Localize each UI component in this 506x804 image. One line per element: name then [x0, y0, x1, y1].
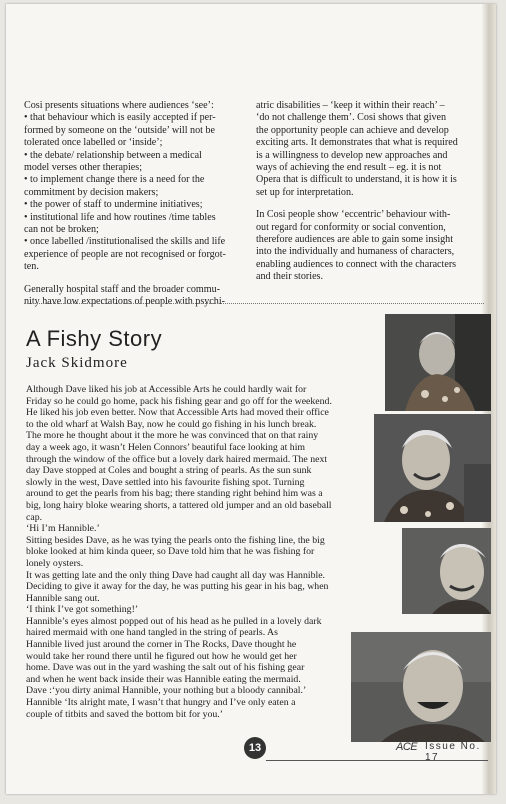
- cosi-text-line: exciting arts. It demonstrates that what is required: [256, 137, 458, 149]
- cosi-text-line: can not be broken;: [24, 224, 99, 236]
- story-text-line: couple of titbits and saved the bottom bit for you.’: [26, 708, 223, 720]
- story-text-line: It was getting late and the only thing Dave had caught all day was Hannible.: [26, 569, 325, 581]
- photo-man-smiling-3: [402, 528, 491, 614]
- cosi-text-line: Cosi presents situations where audiences ‘see’:: [24, 100, 214, 111]
- story-text-line: cap.: [26, 511, 43, 523]
- story-text-line: Hannible sang out.: [26, 592, 100, 604]
- cosi-text-line: ten.: [24, 261, 39, 273]
- cosi-left-column: [24, 100, 246, 309]
- story-author: Jack Skidmore: [26, 355, 128, 371]
- cosi-text-line: out regard for conformity or social convention,: [256, 221, 446, 233]
- photo-man-smiling-1: [385, 314, 491, 411]
- cosi-text-line: [24, 274, 246, 284]
- cosi-text-line: into the individually and humaness of characters,: [256, 246, 455, 258]
- story-text-line: around to get the pearls from his bag; there standing right behind him was a: [26, 488, 323, 500]
- cosi-text-line: [256, 199, 478, 209]
- cosi-text-line: ways of achieving the end result – eg. it is not: [256, 162, 442, 174]
- cosi-text-line: ‘do not challenge them’. Cosi shows that given: [256, 112, 447, 124]
- story-title: A Fishy Story: [26, 326, 163, 351]
- footer-rule: [266, 760, 488, 761]
- page-number-badge: 13: [244, 737, 266, 759]
- story-text-line: Hannible ‘Its alright mate, I wasn’t that hungry and I’ve only eaten a: [26, 697, 296, 709]
- cosi-right-column: [256, 100, 478, 284]
- story-text-line: Hannible’s eyes almost popped out of his head as he pulled in a lovely dark: [26, 615, 322, 627]
- cosi-text-line: formed by someone on the ‘outside’ will not be: [24, 124, 215, 136]
- story-text-line: and when he went back inside their was Hannible eating the mermaid.: [26, 673, 301, 685]
- cosi-text-line: • that behaviour which is easily accepted if per-: [24, 112, 216, 124]
- cosi-text-line: is a willingness to develop new approaches and: [256, 149, 448, 161]
- cosi-text-line: tolerated once labelled or ‘inside’;: [24, 137, 163, 149]
- cosi-text-line: model verses other therapies;: [24, 162, 143, 174]
- cosi-text-line: In Cosi people show ‘eccentric’ behaviour with-: [256, 209, 451, 221]
- story-text-line: ‘I think I’ve got something!’: [26, 604, 139, 616]
- cosi-text-line: the opportunity people can achieve and develop: [256, 124, 449, 136]
- cosi-text-line: Generally hospital staff and the broader commu-: [24, 283, 221, 295]
- story-text-line: day a week ago, it wasn’t Helen Connors’ beautiful face looking at him: [26, 441, 306, 453]
- cosi-text-line: • the debate/ relationship between a medical: [24, 149, 202, 161]
- story-text-line: through the window of the office but a lovely dark haired mermaid. The next: [26, 453, 328, 465]
- cosi-text-line: commitment by decision makers;: [24, 186, 159, 198]
- story-text-line: Hannible lived just around the corner in The Rocks, Dave thought he: [26, 639, 297, 651]
- story-text-line: Deciding to give it away for the day, he was putting his gear in his bag, when: [26, 581, 329, 593]
- cosi-text-line: • to implement change there is a need for the: [24, 174, 205, 186]
- story-text-line: big, long hairy bloke wearing shorts, a tattered old jumper and an old baseball: [26, 499, 332, 511]
- story-text-line: ‘Hi I’m Hannible.’: [26, 523, 100, 535]
- story-text-line: Friday so he could go home, pack his fishing gear and go off for the weekend.: [26, 395, 332, 407]
- story-text-line: to the old wharf at Walsh Bay, now he could go fishing in his lunch break.: [26, 418, 317, 430]
- photo-man-smiling-2: [374, 414, 491, 522]
- magazine-page: [6, 4, 496, 794]
- photo-man-laughing: [351, 632, 491, 742]
- cosi-text-line: Opera that is difficult to understand, it is how it is: [256, 174, 457, 186]
- cosi-text-line: set up for interpretation.: [256, 186, 354, 198]
- cosi-text-line: enabling audiences to connect with the characters: [256, 258, 457, 270]
- story-text-line: Sitting besides Dave, as he was tying the pearls onto the fishing line, the big: [26, 534, 325, 546]
- cosi-text-line: therefore audiences are able to gain some insight: [256, 234, 454, 246]
- story-text-line: bloke looked at him kinda queer, so Dave told him that he was fishing for: [26, 546, 315, 558]
- section-divider: [24, 303, 484, 304]
- story-text-line: haired mermaid with one hand tangled in the string of pearls. As: [26, 627, 278, 639]
- cosi-text-line: and their stories.: [256, 271, 323, 283]
- story-text-line: The more he thought about it the more he was convinced that on that rainy: [26, 430, 319, 442]
- story-text-line: He liked his job even better. Now that Accessible Arts had moved their office: [26, 407, 329, 419]
- cosi-text-line: atric disabilities – ‘keep it within their reach’ –: [256, 100, 445, 111]
- cosi-text-line: • once labelled /institutionalised the skills and life: [24, 236, 226, 248]
- story-body: [26, 384, 366, 720]
- story-text-line: Dave :‘you dirty animal Hannible, your nothing but a bloody cannibal.’: [26, 685, 307, 697]
- story-text-line: home. Dave was out in the yard washing the salt out of his fishing gear: [26, 662, 305, 674]
- cosi-text-line: experience of people are not recognised or forgot-: [24, 248, 226, 260]
- cosi-text-line: • the power of staff to undermine initiatives;: [24, 199, 203, 211]
- cosi-text-line: • institutional life and how routines /time tables: [24, 211, 216, 223]
- issue-number: Issue No. 17: [425, 741, 481, 763]
- story-text-line: day Dave stopped at Coles and bought a string of pearls. As the sun sunk: [26, 465, 312, 477]
- story-text-line: lonely oysters.: [26, 557, 84, 569]
- cosi-text-line: nity have low expectations of people with psychi-: [24, 296, 225, 308]
- story-text-line: would take her round there until he figured out how he would get her: [26, 650, 297, 662]
- story-text-line: Although Dave liked his job at Accessible Arts he could hardly wait for: [26, 384, 307, 395]
- publication-logo: ACE: [396, 741, 418, 753]
- story-text-line: slowly in the west, Dave settled into his favourite fishing spot. Turning: [26, 476, 305, 488]
